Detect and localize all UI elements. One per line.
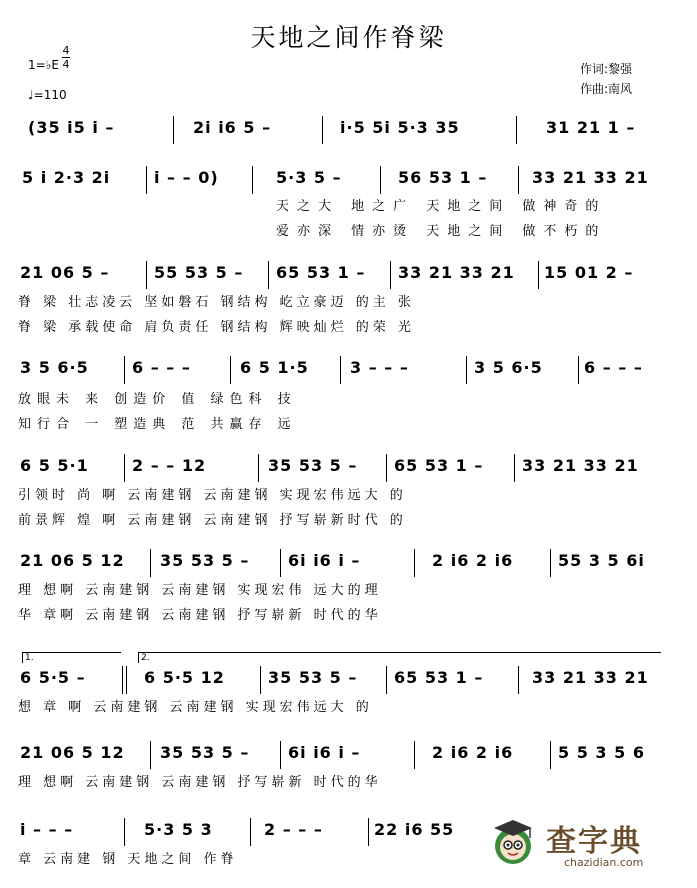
measure: i – – – (20, 820, 74, 839)
measure: 65 53 1 – (394, 668, 484, 687)
measure: 3 5 6·5 (20, 358, 89, 377)
measure: 6 – – – (132, 358, 191, 377)
barline (252, 166, 253, 194)
barline (386, 666, 387, 694)
meter-bottom: 4 (62, 58, 70, 71)
measure: 2 – – 12 (132, 456, 207, 475)
measure: 31 21 1 – (546, 118, 636, 137)
barline (466, 356, 467, 384)
barline (150, 549, 151, 577)
barline (380, 166, 381, 194)
barline (322, 116, 323, 144)
measure: (35 i5 i – (28, 118, 115, 137)
measure: 5·3 5 – (276, 168, 342, 187)
measure: 6 – – – (584, 358, 643, 377)
measure: 2 – – – (264, 820, 323, 839)
measure: 6i i6 i – (288, 743, 361, 762)
score-system-6 (18, 543, 680, 583)
barline (578, 356, 579, 384)
time-signature (62, 45, 70, 70)
lyric-line-1: 想 章 啊 云南建钢 云南建钢 实现宏伟远大 的 (18, 700, 373, 715)
score-system-2 (18, 160, 680, 200)
lyric-line-2: 爱亦深 情亦烫 天地之间 做不朽的 (276, 224, 607, 239)
lyric-line-1: 章 云南建 钢 天地之间 作脊 (18, 852, 238, 867)
composer-credit: 作曲:南风 (580, 82, 633, 96)
measure: 6 5·5 12 (144, 668, 225, 687)
lyric-line-1: 天之大 地之广 天地之间 做神奇的 (276, 199, 607, 214)
measure: i·5 5i 5·3 35 (340, 118, 460, 137)
measure: 6 5·5 – (20, 668, 86, 687)
measure: 2 i6 2 i6 (432, 743, 514, 762)
measure: 55 3 5 6i (558, 551, 645, 570)
measure: 21 06 5 12 (20, 743, 125, 762)
second-ending-bracket: 2. (138, 652, 661, 663)
measure: 33 21 33 21 (532, 168, 649, 187)
barline (124, 454, 125, 482)
measure: 22 i6 55 (374, 820, 455, 839)
barline (230, 356, 231, 384)
measure: 35 53 5 – (268, 668, 358, 687)
lyric-line-2: 前景辉 煌 啊 云南建钢 云南建钢 抒写崭新时代 的 (18, 513, 407, 528)
barline (124, 356, 125, 384)
measure: 35 53 5 – (268, 456, 358, 475)
measure: 5 i 2·3 2i (22, 168, 111, 187)
score-system-1 (18, 110, 680, 150)
measure: 35 53 5 – (160, 551, 250, 570)
barline (268, 261, 269, 289)
measure: 33 21 33 21 (398, 263, 515, 282)
barline (414, 741, 415, 769)
barline (150, 741, 151, 769)
measure: 6i i6 i – (288, 551, 361, 570)
repeat-barline (126, 666, 127, 694)
barline (550, 549, 551, 577)
meter-top: 4 (62, 44, 70, 57)
barline (550, 741, 551, 769)
barline (258, 454, 259, 482)
measure: 6 5 5·1 (20, 456, 89, 475)
measure: 15 01 2 – (544, 263, 634, 282)
barline (280, 549, 281, 577)
measure: 5·3 5 3 (144, 820, 213, 839)
lyricist-credit: 作词:黎强 (580, 62, 633, 76)
measure: 5 5 3 5 6 (558, 743, 645, 762)
measure: 2i i6 5 – (193, 118, 272, 137)
barline (280, 741, 281, 769)
graduate-mascot-icon (484, 812, 542, 870)
measure: 65 53 1 – (276, 263, 366, 282)
barline (390, 261, 391, 289)
measure: 56 53 1 – (398, 168, 488, 187)
measure: 3 – – – (350, 358, 409, 377)
tempo-marking: ♩=110 (28, 88, 67, 102)
watermark-brand: 查字典 (546, 824, 642, 859)
lyric-line-1: 脊 梁 壮志凌云 坚如磐石 钢结构 屹立豪迈 的主 张 (18, 295, 415, 310)
barline (538, 261, 539, 289)
barline (518, 166, 519, 194)
lyric-line-2: 华 章啊 云南建钢 云南建钢 抒写崭新 时代的华 (18, 608, 382, 623)
barline (516, 116, 517, 144)
measure: 65 53 1 – (394, 456, 484, 475)
score-system-4 (18, 350, 680, 390)
barline (386, 454, 387, 482)
barline (146, 261, 147, 289)
measure: i – – 0) (154, 168, 219, 187)
lyric-line-2: 脊 梁 承载使命 肩负责任 钢结构 辉映灿烂 的荣 光 (18, 320, 415, 335)
measure: 2 i6 2 i6 (432, 551, 514, 570)
barline (124, 818, 125, 846)
barline (250, 818, 251, 846)
score-system-5 (18, 448, 680, 488)
measure: 33 21 33 21 (532, 668, 649, 687)
score-system-8 (18, 735, 680, 775)
barline (514, 454, 515, 482)
first-ending-bracket: 1. (22, 652, 121, 663)
site-watermark (484, 806, 689, 878)
measure: 35 53 5 – (160, 743, 250, 762)
lyric-line-1: 理 想啊 云南建钢 云南建钢 实现宏伟 远大的理 (18, 583, 382, 598)
score-system-7 (18, 660, 680, 700)
measure: 21 06 5 – (20, 263, 110, 282)
measure: 21 06 5 12 (20, 551, 125, 570)
measure: 3 5 6·5 (474, 358, 543, 377)
barline (414, 549, 415, 577)
lyric-line-1: 放眼未 来 创造价 值 绿色科 技 (18, 392, 297, 407)
lyric-line-1: 引领时 尚 啊 云南建钢 云南建钢 实现宏伟远大 的 (18, 488, 407, 503)
measure: 33 21 33 21 (522, 456, 639, 475)
lyric-line-1: 理 想啊 云南建钢 云南建钢 抒写崭新 时代的华 (18, 775, 382, 790)
barline (146, 166, 147, 194)
repeat-barline (122, 666, 123, 694)
measure: 6 5 1·5 (240, 358, 309, 377)
watermark-url: chazidian.com (564, 856, 644, 869)
barline (518, 666, 519, 694)
lyric-line-2: 知行合 一 塑造典 范 共赢存 远 (18, 417, 297, 432)
song-title: 天地之间作脊梁 (250, 23, 447, 52)
key-signature: 1=♭E (28, 58, 59, 72)
barline (368, 818, 369, 846)
measure: 55 53 5 – (154, 263, 244, 282)
barline (173, 116, 174, 144)
barline (260, 666, 261, 694)
score-system-3 (18, 255, 680, 295)
barline (340, 356, 341, 384)
